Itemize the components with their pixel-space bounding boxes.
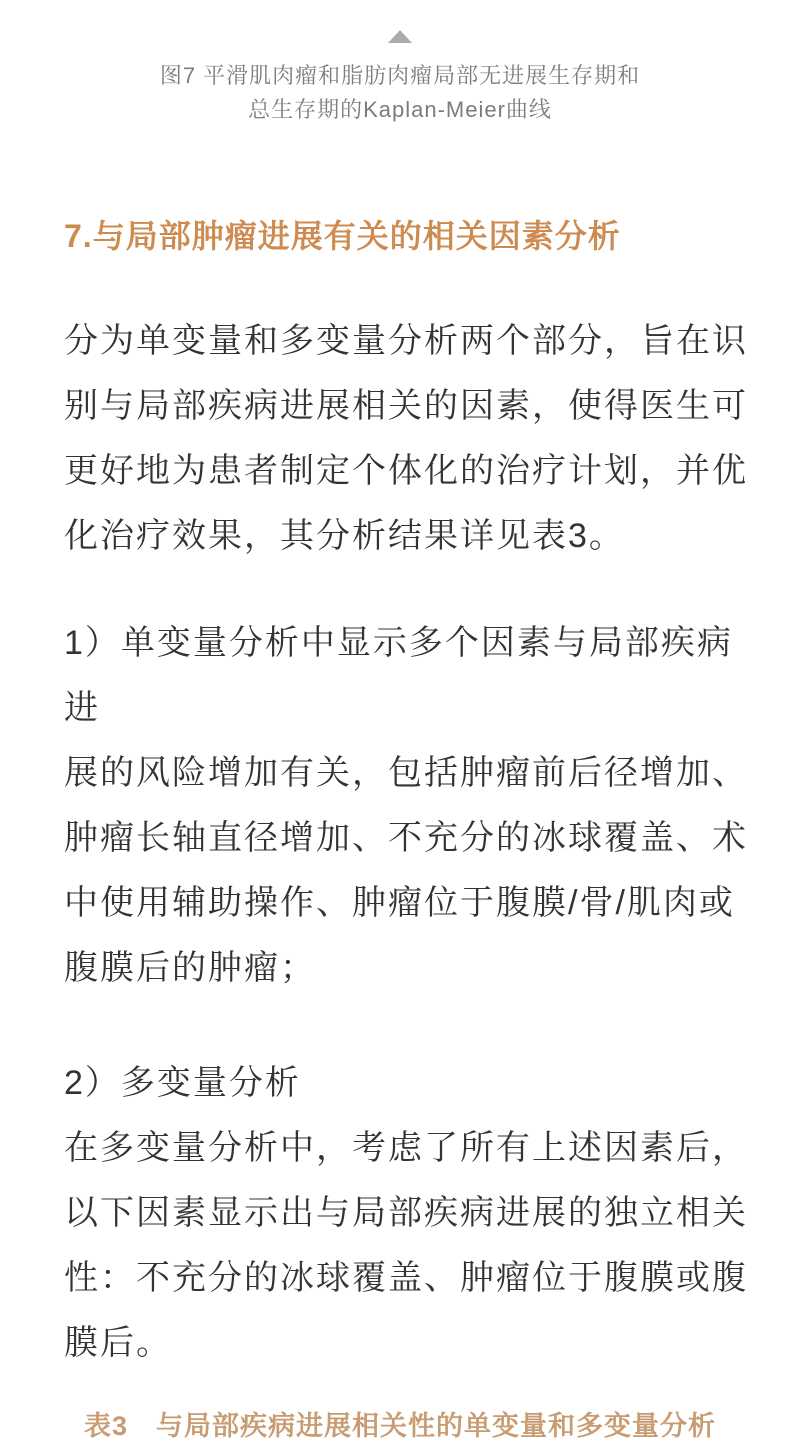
text-line: 展的风险增加有关，包括肿瘤前后径增加、 [64, 754, 748, 792]
paragraph-intro [64, 309, 766, 569]
figure-caption [0, 59, 800, 127]
paragraph-univariate-analysis [64, 611, 766, 1001]
text-line: 在多变量分析中，考虑了所有上述因素后， [64, 1129, 748, 1167]
text-line: 别与局部疾病进展相关的因素，使得医生可 [64, 387, 748, 425]
paragraph-multivariate-analysis [64, 1051, 766, 1376]
text-line: 更好地为患者制定个体化的治疗计划，并优 [64, 452, 748, 490]
text-line: 膜后。 [64, 1324, 172, 1362]
text-line: 1）单变量分析中显示多个因素与局部疾病进 [64, 624, 733, 727]
text-line: 以下因素显示出与局部疾病进展的独立相关 [64, 1194, 748, 1232]
text-line: 中使用辅助操作、肿瘤位于腹膜/骨/肌肉或 [64, 884, 735, 922]
text-line: 化治疗效果，其分析结果详见表3。 [64, 517, 625, 555]
text-line: 肿瘤长轴直径增加、不充分的冰球覆盖、术 [64, 819, 748, 857]
section-heading: 7.与局部肿瘤进展有关的相关因素分析 [64, 218, 621, 254]
triangle-up-icon[interactable] [388, 30, 412, 43]
text-line: 分为单变量和多变量分析两个部分，旨在识 [64, 322, 748, 360]
figure-caption-line2: 总生存期的Kaplan-Meier曲线 [248, 97, 552, 122]
text-line: 性：不充分的冰球覆盖、肿瘤位于腹膜或腹 [64, 1259, 748, 1297]
table-caption: 表3 与局部疾病进展相关性的单变量和多变量分析 [83, 1411, 716, 1441]
figure-caption-line1: 图7 平滑肌肉瘤和脂肪肉瘤局部无进展生存期和 [159, 63, 641, 88]
text-line: 腹膜后的肿瘤； [64, 949, 316, 987]
text-line: 2）多变量分析 [64, 1064, 301, 1102]
